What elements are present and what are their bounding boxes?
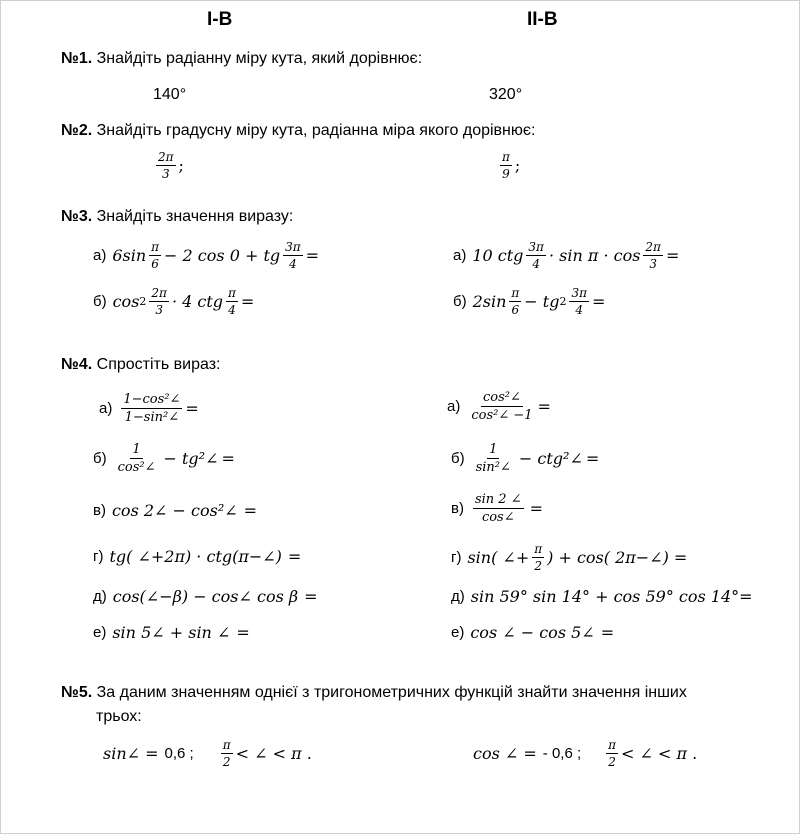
task-4-number: №4.: [61, 356, 93, 373]
task-3-number: №3.: [61, 208, 93, 225]
task-1-v1-angle: 140°: [153, 86, 187, 103]
task-3-title: [61, 207, 293, 227]
task-3-v1-b-frac1: $\frac{2\pi}{3}$: [151, 286, 167, 317]
task-3-v2-a-frac1: $\frac{3\pi}{4}$: [528, 240, 544, 271]
task-4-v2-a: а) $\frac{\text{cos²∠}}{\text{cos²∠ −1}}$ =: [447, 390, 551, 423]
task-4-v2-a-fraction: $\frac{\text{cos²∠}}{\text{cos²∠ −1}}$: [471, 390, 533, 423]
task-5-number: №5.: [61, 684, 93, 701]
task-2-v1-fraction: $\frac{2\pi}{3}$: [158, 150, 174, 181]
task-4-text: Спростіть вираз:: [96, 356, 221, 373]
task-5-v2-condition: cos ∠ = - 0,6 ; $\frac{\pi}{2}$ < ∠ < π .: [473, 738, 698, 769]
task-3-v2-b-frac2: $\frac{3\pi}{4}$: [571, 286, 587, 317]
task-4-title: [61, 355, 220, 375]
task-4-v2-b: б) $\frac{1}{\text{sin²∠}}$ − ctg²∠ =: [451, 442, 600, 475]
task-4-v1-v: в) cos 2∠ − cos²∠ =: [93, 501, 258, 520]
variant-2-header: II-B: [527, 9, 558, 30]
task-5-text-line2: трьох:: [96, 708, 142, 725]
task-4-v2-v: в) $\frac{\sin 2 \angle}{\cos\angle}$ =: [451, 492, 544, 525]
task-3-v1-b: б) cos 2 $\frac{2\pi}{3}$ · 4 ctg $\frac{\pi}{4}$ =: [93, 286, 255, 317]
task-5-v1-condition: sin∠ = 0,6 ; $\frac{\pi}{2}$ < ∠ < π .: [103, 738, 312, 769]
task-1-v2-angle: 320°: [489, 86, 523, 103]
task-4-v2-e: е) cos ∠ − cos 5∠ =: [451, 623, 615, 642]
task-1-number: №1.: [61, 50, 93, 67]
task-3-v1-a-frac1: $\frac{\pi}{6}$: [151, 240, 160, 271]
task-4-v2-g: г) sin( ∠+ $\frac{\pi}{2}$ ) + cos( 2π−∠) =: [451, 542, 688, 573]
task-4-v1-d: д) cos(∠−β) − cos∠ cos β =: [93, 587, 318, 606]
task-5-text-line1: За даним значенням однієї з тригонометричних функцій знайти значення інших: [96, 684, 687, 701]
task-2-number: №2.: [61, 122, 93, 139]
task-5-v2-fraction: $\frac{\pi}{2}$: [608, 738, 617, 769]
task-3-v2-a: а) 10 ctg $\frac{3\pi}{4}$ · sin π · cos $\frac{2\pi}{3}$ =: [453, 240, 680, 271]
task-4-v2-v-fraction: $\frac{\sin 2 \angle}{\cos\angle}$: [474, 492, 522, 525]
task-3-v2-b-frac1: $\frac{\pi}{6}$: [511, 286, 520, 317]
task-3-v2-b: б) 2sin $\frac{\pi}{6}$ − tg 2 $\frac{3\pi}{4}$ =: [453, 286, 606, 317]
task-4-v2-d: д) sin 59° sin 14° + cos 59° cos 14° =: [451, 587, 753, 606]
task-3-v2-a-frac2: $\frac{2\pi}{3}$: [645, 240, 661, 271]
variant-1-header: I-B: [207, 9, 233, 30]
task-2-title: [61, 121, 535, 141]
task-4-v1-g: г) tg( ∠+2π) · ctg(π−∠) =: [93, 547, 302, 566]
task-2-text: Знайдіть градусну міру кута, радіанна міра якого дорівнює:: [96, 122, 536, 139]
task-2-v2-value: $\frac{\pi}{9}$ ;: [502, 150, 521, 181]
task-4-v1-a: а) $\frac{\text{1−cos²∠}}{\text{1−sin²∠}}$ =: [99, 392, 199, 425]
task-4-v1-b-fraction: $\frac{1}{\text{cos²∠}}$: [117, 442, 156, 475]
task-2-v2-fraction: $\frac{\pi}{9}$: [502, 150, 510, 181]
task-5-v1-fraction: $\frac{\pi}{2}$: [222, 738, 231, 769]
task-4-v1-b: б) $\frac{1}{\text{cos²∠}}$ − tg²∠ =: [93, 442, 235, 475]
task-4-v2-g-fraction: $\frac{\pi}{2}$: [534, 542, 543, 573]
task-3-v1-b-frac2: $\frac{\pi}{4}$: [228, 286, 236, 317]
task-3-v1-a: а) 6sin $\frac{\pi}{6}$ − 2 cos 0 + tg $\frac{3\pi}{4}$ =: [93, 240, 320, 271]
task-4-v1-e: е) sin 5∠ + sin ∠ =: [93, 623, 250, 642]
task-2-v1-value: $\frac{2\pi}{3}$ ;: [158, 150, 184, 181]
task-1-title: [61, 49, 422, 69]
task-4-v2-b-fraction: $\frac{1}{\text{sin²∠}}$: [475, 442, 511, 475]
task-5-title: [61, 683, 687, 703]
task-4-v1-a-fraction: $\frac{\text{1−cos²∠}}{\text{1−sin²∠}}$: [123, 392, 181, 425]
task-3-v1-a-frac2: $\frac{3\pi}{4}$: [285, 240, 301, 271]
task-1-text: Знайдіть радіанну міру кута, який дорівнює:: [96, 50, 423, 67]
task-3-text: Знайдіть значення виразу:: [96, 208, 294, 225]
